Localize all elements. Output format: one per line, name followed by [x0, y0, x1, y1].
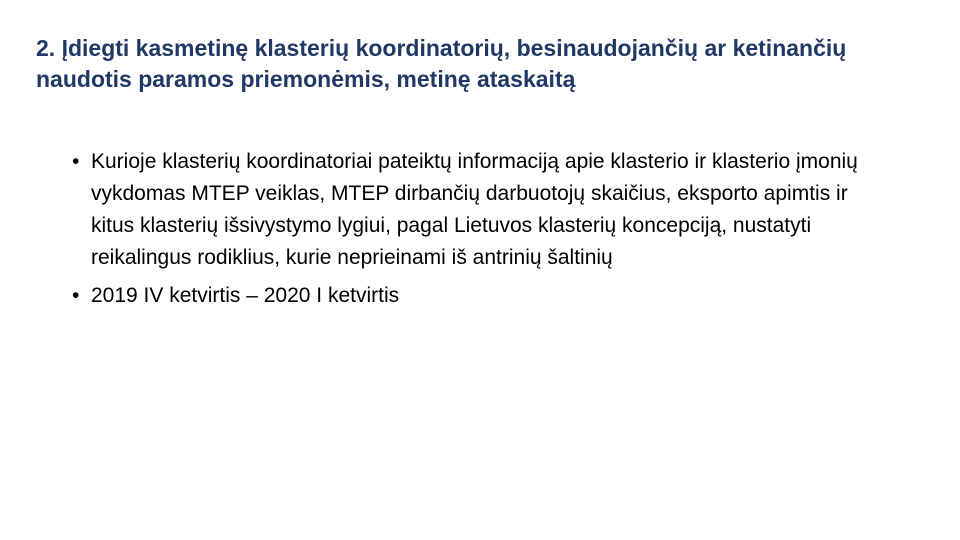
bullet-list: [72, 146, 882, 318]
bullet-icon: •: [72, 284, 80, 307]
slide-title: 2. Įdiegti kasmetinę klasterių koordinatorių, besinaudojančių ar ketinančių naudotis paramos priemonėmis, metinę ataskaitą: [36, 35, 847, 92]
bullet-icon: •: [72, 150, 80, 173]
list-item: [72, 146, 882, 274]
bullet-text: Kurioje klasterių koordinatoriai pateiktų informaciją apie klasterio ir klasterio įmonių vykdomas MTEP veiklas, MTEP dirbančių darbuotojų skaičius, eksporto apimtis ir kitus klasterių išsivystymo lygiui, pagal Lietuvos klasterių koncepciją, nustatyti reikalingus rodiklius, kurie neprieinami iš antrinių šaltinių: [91, 150, 858, 269]
bullet-text: 2019 IV ketvirtis – 2020 I ketvirtis: [91, 284, 400, 307]
list-item: [72, 280, 882, 312]
